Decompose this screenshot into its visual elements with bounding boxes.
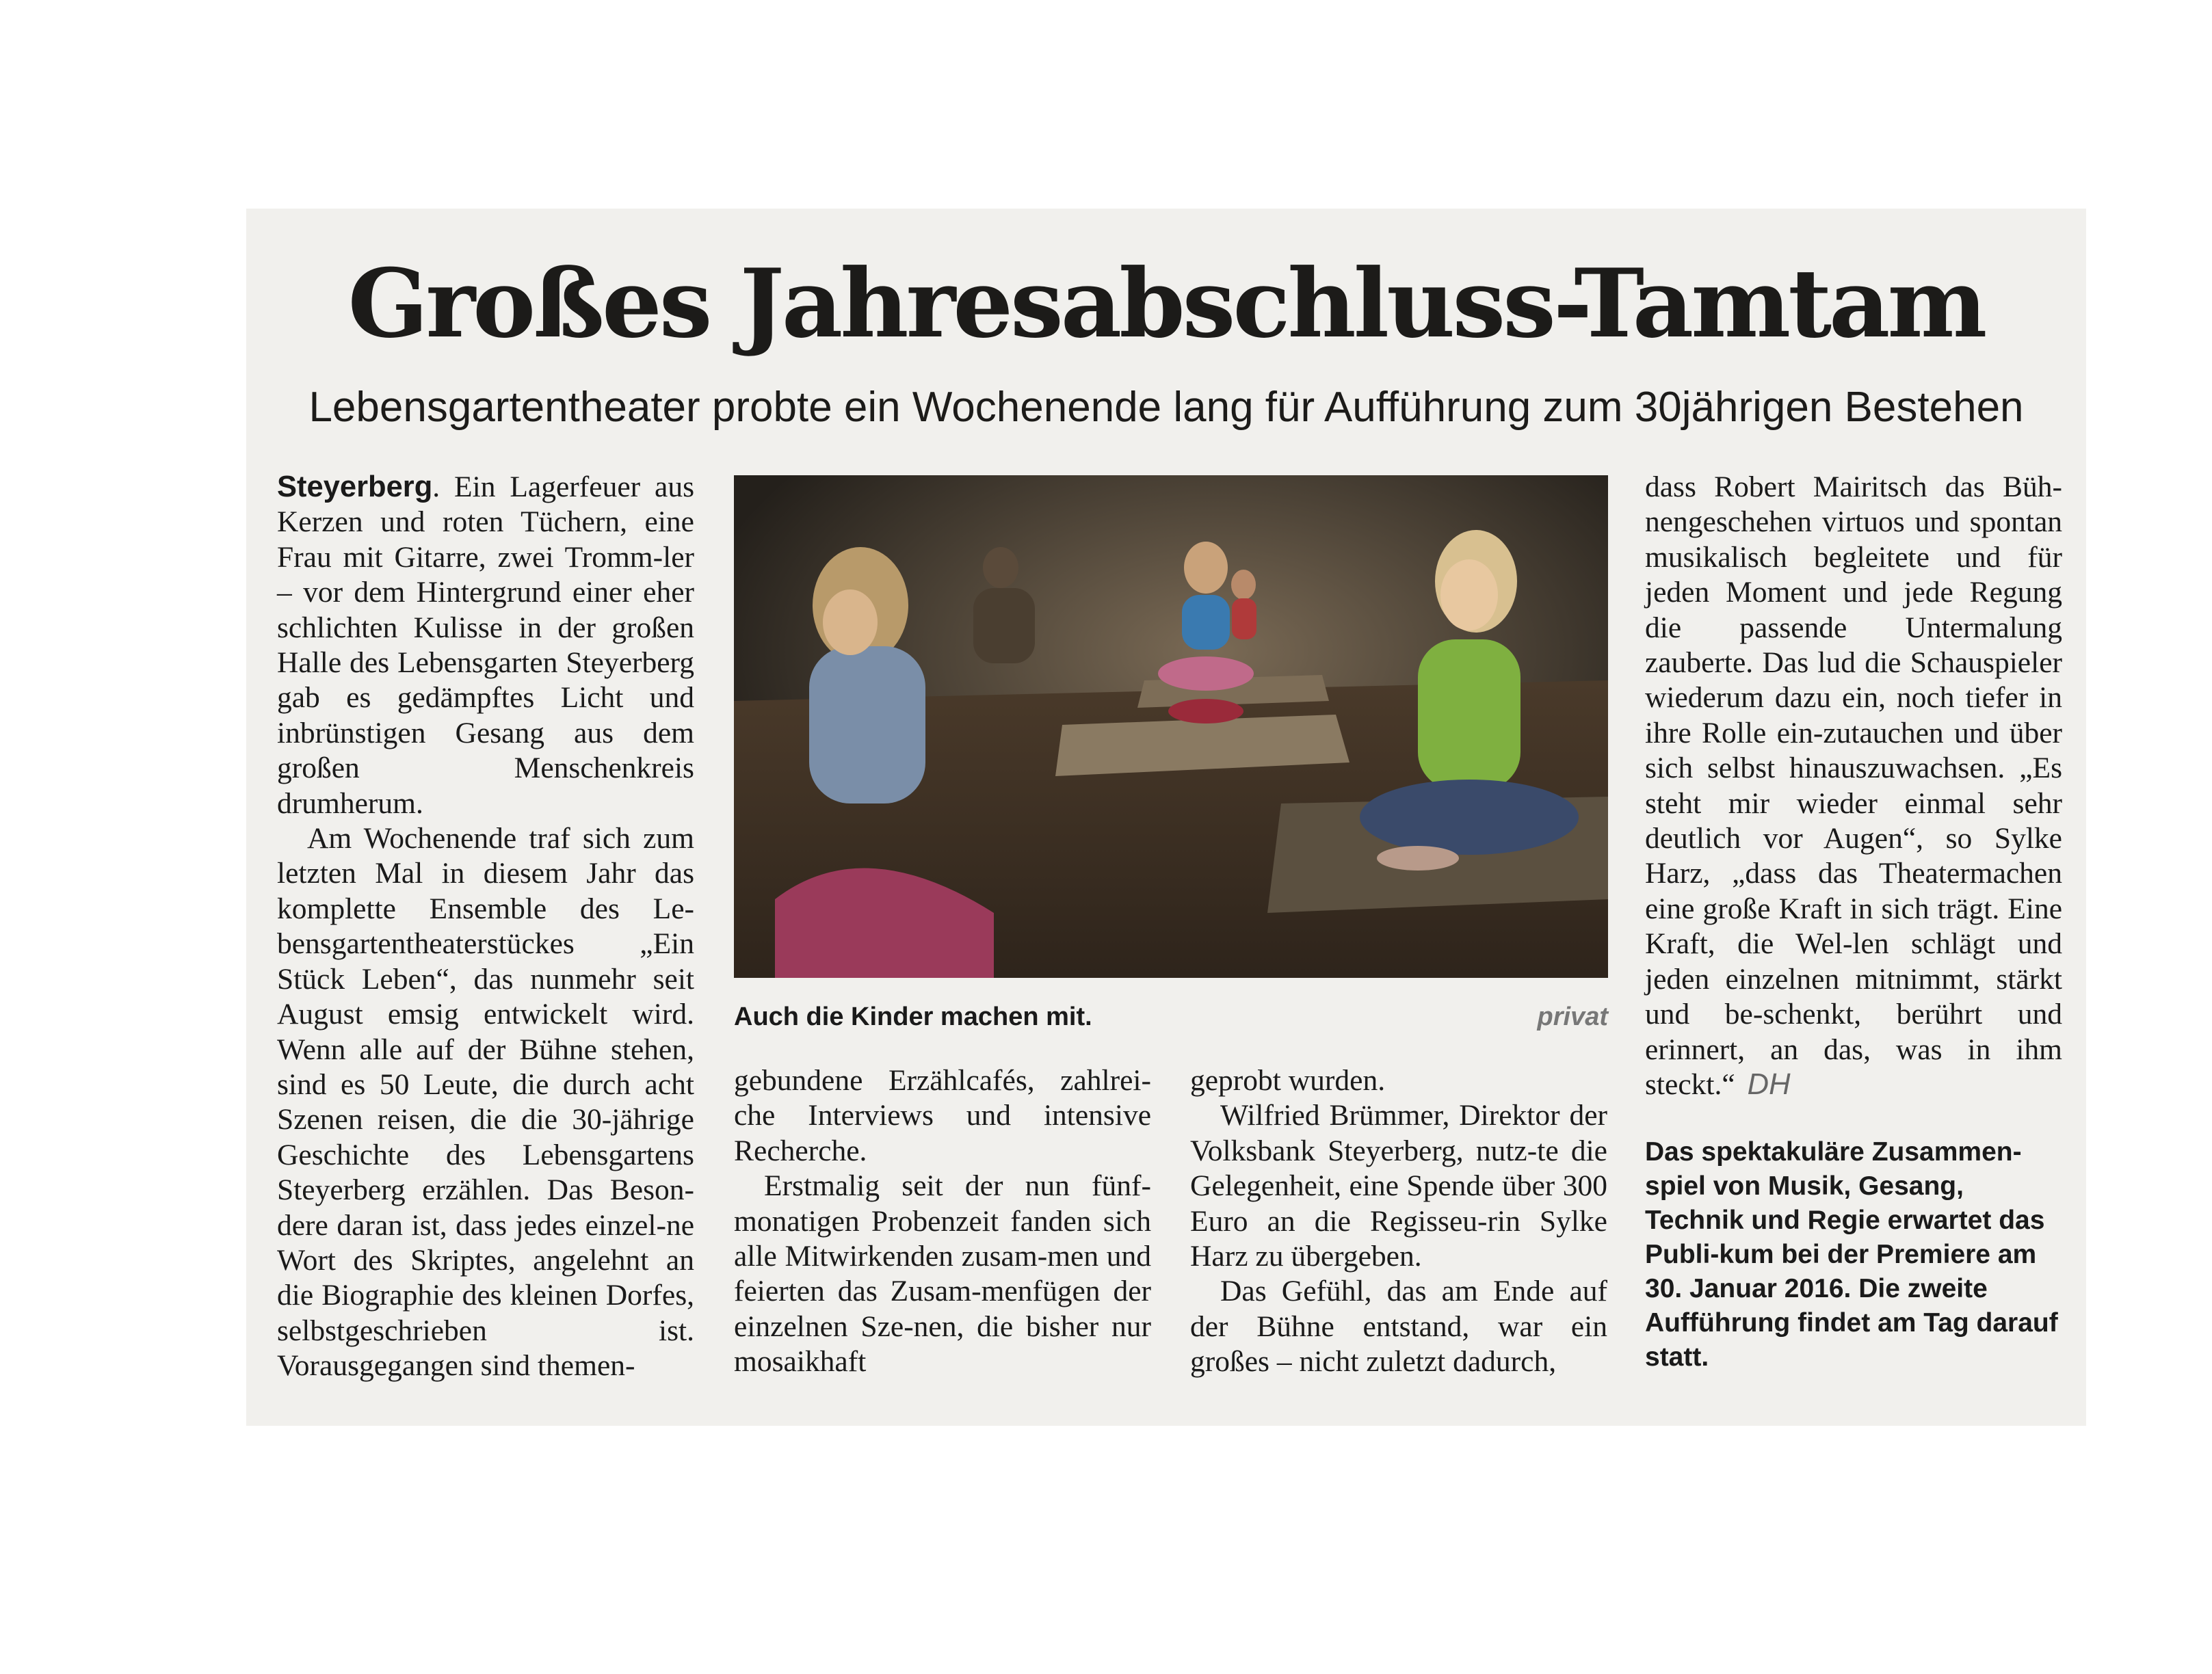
photo-caption (734, 1000, 1608, 1034)
paragraph: geprobt wurden. (1190, 1064, 1386, 1097)
paragraph (277, 470, 694, 821)
column-1 (277, 470, 694, 1384)
dateline: Steyerberg (277, 470, 433, 503)
paragraph: Wilfried Brümmer, Direktor der Volksbank Steyerberg, nutz-te die Gelegenheit, eine Spende über 300 Euro an die Regisseu-rin Sylke Harz zu übergeben. (1190, 1099, 1607, 1273)
children-meditating-photo (734, 475, 1608, 978)
paragraph: Am Wochenende traf sich zum letzten Mal in diesem Jahr das komplette Ensemble des Le-bensgartentheaterstückes „Ein Stück Leben“, das nunmehr seit August emsig entwickelt wird. Wenn alle auf der Bühne stehen, sind es 50 Leute, die durch acht Szenen reisen, die die 30-jährige Geschichte des Lebensgartens Steyerberg erzählen. Das Beson-dere daran ist, dass jedes einzel-ne Wort des Skriptes, angelehnt an die Biographie des kleinen Dorfes, selbstgeschrieben ist. Vorausgegangen sind themen- (277, 822, 694, 1383)
headline: Großes Jahresabschluss-Tamtam (347, 248, 1985, 359)
paragraph: gebundene Erzählcafés, zahlrei-che Interviews und intensive Recherche. (734, 1064, 1151, 1167)
column-4 (1645, 470, 2062, 1102)
column-2 (734, 1063, 1151, 1380)
newspaper-clipping (246, 209, 2086, 1426)
paragraph: Erstmalig seit der nun fünf-monatigen Probenzeit fanden sich alle Mitwirkenden zusam-men und feierten das Zusam-menfügen der einzelnen Sze-nen, die bisher nur mosaikhaft (734, 1169, 1151, 1379)
teaser-box: Das spektakuläre Zusammen-spiel von Musik, Gesang, Technik und Regie erwartet das Publi-kum bei der Premiere am 30. Januar 2016. Die zweite Aufführung findet am Tag darauf statt. (1645, 1137, 2058, 1372)
paragraph-text: dass Robert Mairitsch das Büh-nengeschehen virtuos und spontan musikalisch begleitete und für jeden Moment und jede Regung die passende Untermalung zauberte. Das lud die Schauspieler wiederum dazu ein, noch tiefer in ihre Rolle ein-zutauchen und über sich selbst hinauszuwachsen. „Es steht mir wieder einmal sehr deutlich vor Augen“, so Sylke Harz, „dass das Theatermachen eine große Kraft in sich trägt. Eine Kraft, die Wel-len schlägt und jeden einzelnen mitnimmt, stärkt und be-schenkt, berührt und erinnert, an das, was in ihm steckt.“ (1645, 470, 2062, 1101)
caption-text: Auch die Kinder machen mit. (734, 1002, 1092, 1031)
author-initials: DH (1747, 1067, 1791, 1101)
paragraph-text: . Ein Lagerfeuer aus Kerzen und roten Tüchern, eine Frau mit Gitarre, zwei Tromm-ler – vor dem Hintergrund einer eher schlichten Kulisse in der großen Halle des Lebensgarten Steyerberg gab es gedämpftes Licht und inbrünstigen Gesang aus dem großen Menschenkreis drumherum. (277, 470, 694, 820)
paragraph (1645, 470, 2062, 1102)
photo-credit: privat (1537, 1002, 1608, 1031)
article-photo (734, 475, 1608, 978)
column-3 (1190, 1063, 1607, 1380)
subheadline: Lebensgartentheater probte ein Wochenende lang für Aufführung zum 30jährigen Bestehen (308, 384, 2024, 431)
paragraph: Das Gefühl, das am Ende auf der Bühne entstand, war ein großes – nicht zuletzt dadurch, (1190, 1275, 1607, 1379)
